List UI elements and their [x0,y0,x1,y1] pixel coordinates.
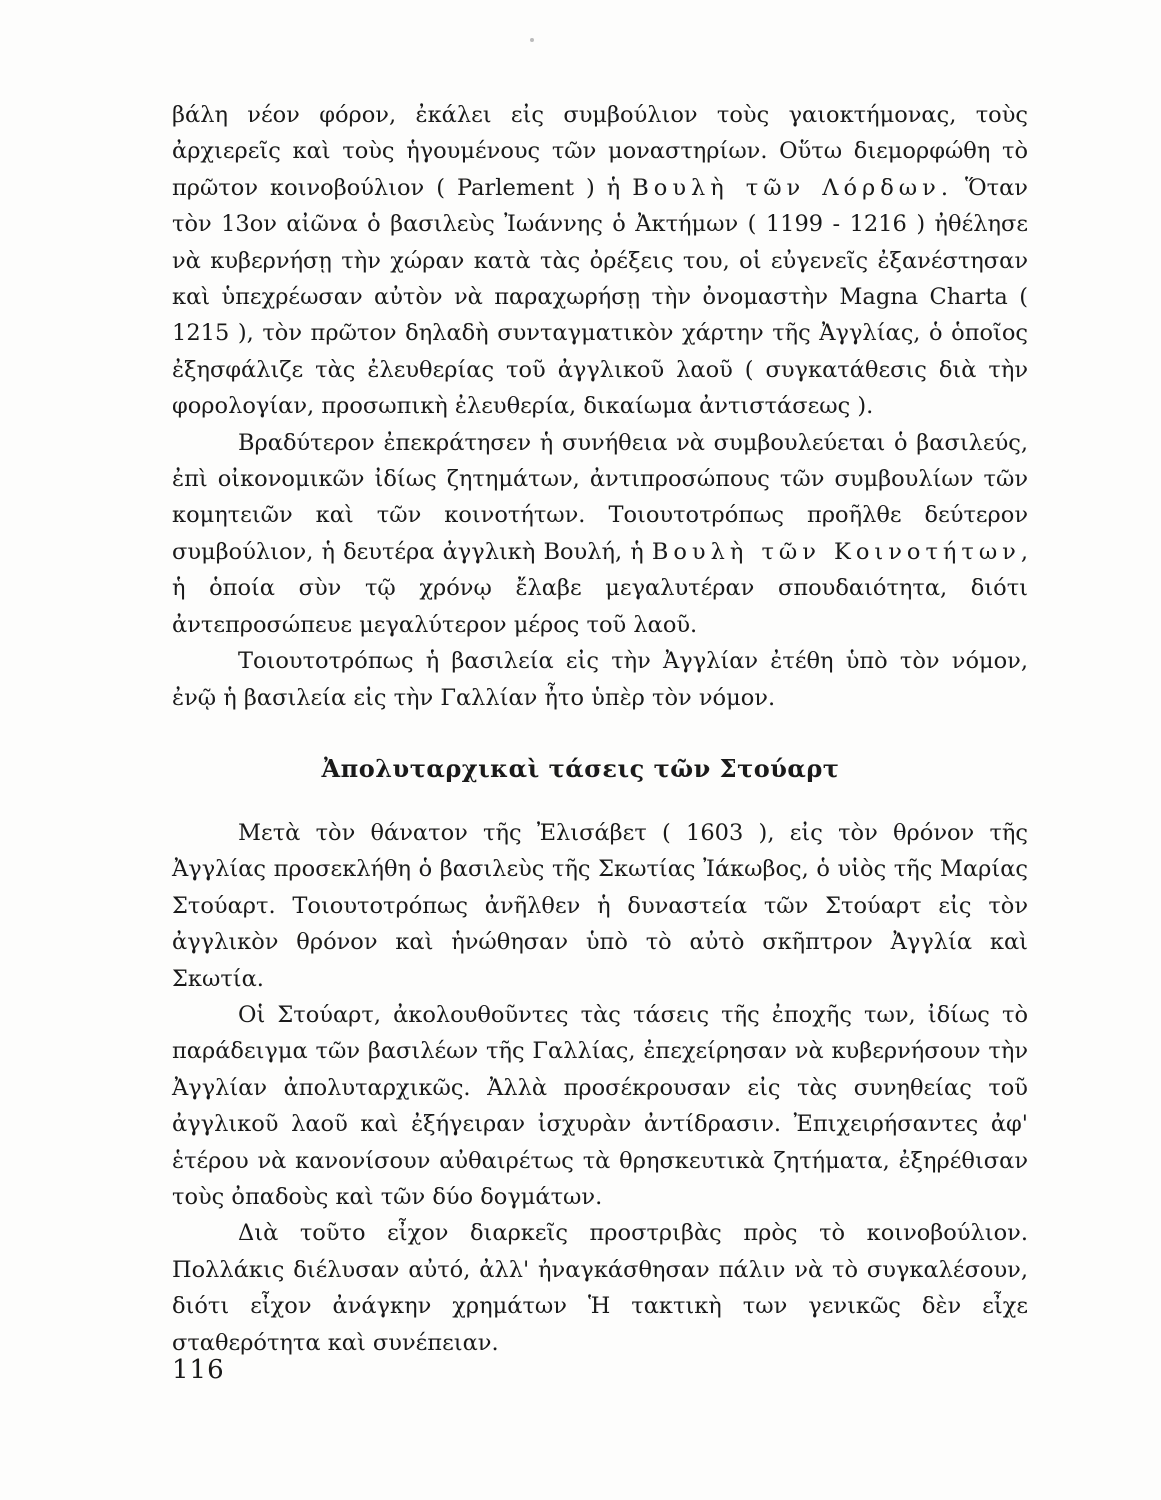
paragraph: Βραδύτερον ἐπεκράτησεν ἡ συνήθεια νὰ συμβουλεύεται ὁ βασιλεύς, ἐπὶ οἰκονομικῶν ἰδίως ζητημάτων, ἀντιπροσώπους τῶν συμβουλίων τῶν κομητειῶν καὶ τῶν κοινοτήτων. Τοιουτοτρόπως προῆλθε δεύτερον συμβούλιον, ἡ δευτέρα ἀγγλικὴ Βουλή, ἡ Βουλὴ τῶν Κοινοτήτων, ἡ ὁποία σὺν τῷ χρόνῳ ἔλαβε μεγαλυτέραν σπουδαιότητα, διότι ἀντεπροσώπευε μεγαλύτερον μέρος τοῦ λαοῦ. [172,429,1029,638]
emphasis-house-of-commons: Βουλὴ τῶν Κοινοτήτων [651,538,1021,565]
section-stuart-absolutism [172,815,1028,1361]
paragraph: Μετὰ τὸν θάνατον τῆς Ἐλισάβετ ( 1603 ), εἰς τὸν θρόνον τῆς Ἀγγλίας προσεκλήθη ὁ βασιλεὺς τῆς Σκωτίας Ἰάκωβος, ὁ υἱὸς τῆς Μαρίας Στούαρτ. Τοιουτοτρόπως ἀνῆλθεν ἡ δυναστεία τῶν Στούαρτ εἰς τὸν ἀγγλικὸν θρόνον καὶ ἡνώθησαν ὑπὸ τὸ αὐτὸ σκῆπτρον Ἀγγλία καὶ Σκωτία. [172,820,1028,992]
paragraph: Τοιουτοτρόπως ἡ βασιλεία εἰς τὴν Ἀγγλίαν ἐτέθη ὑπὸ τὸν νόμον, ἐνῷ ἡ βασιλεία εἰς τὴν Γαλλίαν ἦτο ὑπὲρ τὸν νόμον. [172,648,1028,711]
section-parliament-origins [172,97,1028,716]
scan-speck [530,38,534,42]
paragraph: βάλη νέον φόρον, ἐκάλει εἰς συμβούλιον τοὺς γαιοκτήμονας, τοὺς ἀρχιερεῖς καὶ τοὺς ἡγουμένους τῶν μοναστηρίων. Οὕτω διεμορφώθη τὸ πρῶτον κοινοβούλιον ( Parlement ) ἡ Βουλὴ τῶν Λόρδων. Ὅταν τὸν 13ον αἰῶνα ὁ βασιλεὺς Ἰωάννης ὁ Ἀκτήμων ( 1199 - 1216 ) ἠθέλησε νὰ κυβερνήσῃ τὴν χώραν κατὰ τὰς ὀρέξεις του, οἱ εὐγενεῖς ἐξανέστησαν καὶ ὑπεχρέωσαν αὐτὸν νὰ παραχωρήσῃ τὴν ὀνομαστὴν Magna Charta ( 1215 ), τὸν πρῶτον δηλαδὴ συνταγματικὸν χάρτην τῆς Ἀγγλίας, ὁ ὁποῖος ἐξησφάλιζε τὰς ἐλευθερίας τοῦ ἀγγλικοῦ λαοῦ ( συγκατάθεσις διὰ τὴν φορολογίαν, προσωπικὴ ἐλευθερία, δικαίωμα ἀντιστάσεως ). [172,102,1028,420]
section-heading: Ἀπολυταρχικαὶ τάσεις τῶν Στούαρτ [321,754,840,783]
page-number: 116 [172,1355,225,1385]
paragraph: Διὰ τοῦτο εἶχον διαρκεῖς προστριβὰς πρὸς τὸ κοινοβούλιον. Πολλάκις διέλυσαν αὐτό, ἀλλ' ἠναγκάσθησαν πάλιν νὰ τὸ συγκαλέσουν, διότι εἶχον ἀνάγκην χρημάτων Ἡ τακτικὴ των γενικῶς δὲν εἶχε σταθερότητα καὶ συνέπειαν. [172,1220,1028,1356]
emphasis-house-of-lords: Βουλὴ τῶν Λόρδων. [632,174,953,201]
paragraph: Οἱ Στούαρτ, ἀκολουθοῦντες τὰς τάσεις τῆς ἐποχῆς των, ἰδίως τὸ παράδειγμα τῶν βασιλέων τῆς Γαλλίας, ἐπεχείρησαν νὰ κυβερνήσουν τὴν Ἀγγλίαν ἀπολυταρχικῶς. Ἀλλὰ προσέκρουσαν εἰς τὰς συνηθείας τοῦ ἀγγλικοῦ λαοῦ καὶ ἐξήγειραν ἰσχυρὰν ἀντίδρασιν. Ἐπιχειρήσαντες ἀφ' ἑτέρου νὰ κανονίσουν αὐθαιρέτως τὰ θρησκευτικὰ ζητήματα, ἐξηρέθισαν τοὺς ὀπαδοὺς καὶ τῶν δύο δογμάτων. [172,1002,1028,1211]
